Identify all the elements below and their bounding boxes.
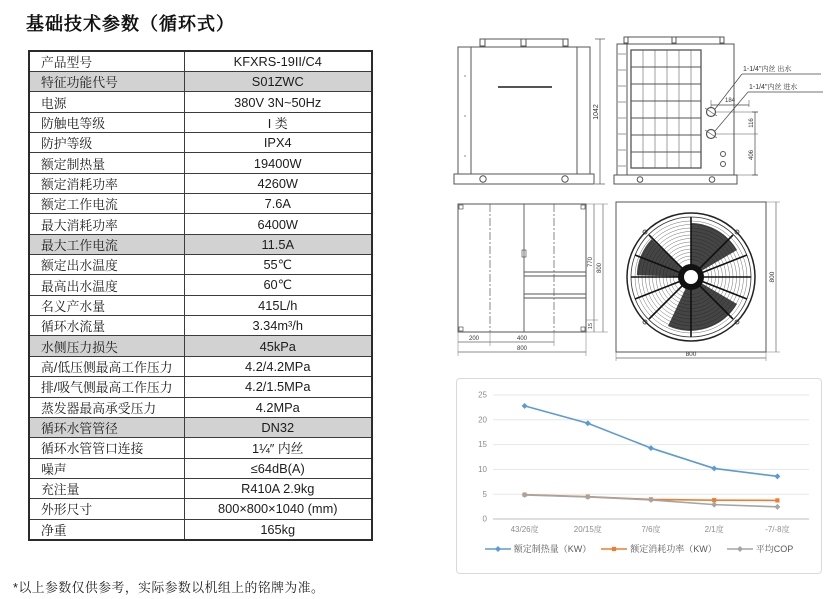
dim-label-800-height: 800	[597, 262, 603, 274]
spec-value-cell: S01ZWC	[184, 72, 372, 92]
spec-table-body	[29, 51, 372, 540]
table-row	[29, 275, 372, 295]
table-row	[29, 356, 372, 376]
table-row	[29, 255, 372, 275]
drawing-fan-view	[608, 198, 813, 364]
table-row	[29, 397, 372, 417]
legend-marker-icon	[727, 545, 753, 553]
table-row	[29, 377, 372, 397]
spec-label-cell: 水侧压力损失	[29, 336, 184, 356]
spec-label-cell: 额定制热量	[29, 153, 184, 173]
table-row	[29, 478, 372, 498]
spec-value-cell: 1¼″ 内丝	[184, 438, 372, 458]
inlet-pipe-label: 1-1/4"内丝 进水	[749, 84, 798, 91]
chart-legend	[457, 542, 821, 555]
spec-label-cell: 蒸发器最高承受压力	[29, 397, 184, 417]
spec-label-cell: 产品型号	[29, 51, 184, 72]
dim-label-800-width: 800	[516, 346, 528, 352]
legend-item	[485, 542, 592, 555]
table-row	[29, 499, 372, 519]
dim-label-116: 116	[749, 118, 755, 128]
spec-value-cell: 55℃	[184, 255, 372, 275]
spec-table	[28, 50, 373, 541]
drawing-top-view	[450, 198, 608, 364]
spec-label-cell: 额定出水温度	[29, 255, 184, 275]
y-axis-tick-label: 20	[478, 415, 487, 425]
spec-label-cell: 额定消耗功率	[29, 173, 184, 193]
outlet-pipe-label: 1-1/4"内丝 出水	[743, 66, 792, 73]
side-view-outline	[614, 37, 737, 184]
spec-value-cell: 4.2/1.5MPa	[184, 377, 372, 397]
spec-label-cell: 高/低压侧最高工作压力	[29, 356, 184, 376]
table-row	[29, 438, 372, 458]
fan-grille	[625, 213, 755, 341]
spec-value-cell: 11.5A	[184, 234, 372, 254]
drawing-front-view	[450, 26, 608, 196]
performance-chart	[456, 378, 822, 574]
table-row	[29, 214, 372, 234]
spec-value-cell: IPX4	[184, 133, 372, 153]
spec-value-cell: 7.6A	[184, 194, 372, 214]
chart-marker	[711, 465, 717, 471]
spec-label-cell: 净重	[29, 519, 184, 540]
dim-label-fan-800-height: 800	[769, 271, 776, 283]
spec-value-cell: 4260W	[184, 173, 372, 193]
x-axis-tick-label: -7/-8度	[765, 525, 790, 534]
y-axis-tick-label: 15	[478, 440, 487, 450]
table-row	[29, 295, 372, 315]
spec-value-cell: 800×800×1040 (mm)	[184, 499, 372, 519]
chart-marker	[711, 502, 717, 508]
spec-label-cell: 排/吸气侧最高工作压力	[29, 377, 184, 397]
table-row	[29, 92, 372, 112]
dim-label-200: 200	[468, 336, 480, 342]
table-row	[29, 417, 372, 437]
legend-label: 额定消耗功率（KW）	[630, 544, 717, 554]
spec-label-cell: 循环水流量	[29, 316, 184, 336]
table-row	[29, 519, 372, 540]
table-row	[29, 336, 372, 356]
spec-label-cell: 防触电等级	[29, 112, 184, 132]
x-axis-tick-label: 20/15度	[573, 525, 602, 534]
y-axis-tick-label: 25	[478, 390, 487, 400]
chart-marker	[712, 498, 716, 502]
spec-value-cell: KFXRS-19II/C4	[184, 51, 372, 72]
spec-value-cell: 19400W	[184, 153, 372, 173]
spec-value-cell: R410A 2.9kg	[184, 478, 372, 498]
page-title: 基础技术参数（循环式）	[26, 14, 235, 34]
spec-label-cell: 循环水管管口连接	[29, 438, 184, 458]
spec-label-cell: 循环水管管径	[29, 417, 184, 437]
spec-label-cell: 防护等级	[29, 133, 184, 153]
x-axis-tick-label: 43/26度	[510, 525, 539, 534]
table-row	[29, 194, 372, 214]
spec-label-cell: 名义产水量	[29, 295, 184, 315]
y-axis-tick-label: 0	[482, 514, 487, 524]
top-view-outline	[458, 204, 586, 332]
spec-value-cell: ≤64dB(A)	[184, 458, 372, 478]
spec-value-cell: 4.2/4.2MPa	[184, 356, 372, 376]
spec-value-cell: 165kg	[184, 519, 372, 540]
table-row	[29, 316, 372, 336]
chart-marker	[522, 403, 528, 409]
dim-label-1042: 1042	[593, 104, 600, 120]
dim-label-400: 400	[516, 336, 528, 342]
spec-label-cell: 特征功能代号	[29, 72, 184, 92]
legend-label: 额定制热量（KW）	[513, 544, 592, 554]
spec-label-cell: 噪声	[29, 458, 184, 478]
spec-value-cell: 45kPa	[184, 336, 372, 356]
drawing-side-view	[612, 26, 825, 196]
chart-plot-area	[457, 383, 821, 535]
chart-marker	[775, 498, 779, 502]
spec-value-cell: I 类	[184, 112, 372, 132]
spec-label-cell: 额定工作电流	[29, 194, 184, 214]
table-row	[29, 234, 372, 254]
chart-marker	[774, 473, 780, 479]
legend-label: 平均COP	[755, 544, 794, 554]
spec-value-cell: 60℃	[184, 275, 372, 295]
table-row	[29, 133, 372, 153]
spec-value-cell: DN32	[184, 417, 372, 437]
legend-marker-icon	[485, 545, 511, 553]
spec-label-cell: 充注量	[29, 478, 184, 498]
dim-label-15: 15	[588, 322, 594, 330]
y-axis-tick-label: 5	[482, 489, 487, 499]
spec-label-cell: 最大工作电流	[29, 234, 184, 254]
y-axis-tick-label: 10	[478, 465, 487, 474]
spec-value-cell: 6400W	[184, 214, 372, 234]
legend-item	[727, 542, 794, 555]
chart-marker	[648, 445, 654, 451]
spec-value-cell: 415L/h	[184, 295, 372, 315]
table-row	[29, 173, 372, 193]
footnote: *以上参数仅供参考，实际参数以机组上的铭牌为准。	[13, 580, 325, 595]
x-axis-tick-label: 2/1度	[704, 525, 724, 534]
spec-label-cell: 外形尺寸	[29, 499, 184, 519]
dim-label-406: 406	[749, 149, 755, 161]
spec-label-cell: 最大消耗功率	[29, 214, 184, 234]
spec-value-cell: 3.34m³/h	[184, 316, 372, 336]
spec-label-cell: 电源	[29, 92, 184, 112]
dim-label-184: 184	[724, 98, 736, 104]
table-row	[29, 112, 372, 132]
spec-label-cell: 最高出水温度	[29, 275, 184, 295]
table-row	[29, 458, 372, 478]
table-row	[29, 72, 372, 92]
table-row	[29, 153, 372, 173]
chart-marker	[585, 420, 591, 426]
spec-value-cell: 4.2MPa	[184, 397, 372, 417]
x-axis-tick-label: 7/6度	[641, 525, 661, 534]
legend-item	[601, 542, 717, 555]
table-row	[29, 51, 372, 72]
chart-series-line-0	[525, 406, 778, 476]
dim-label-fan-800-width: 800	[685, 351, 697, 358]
dim-label-770: 770	[588, 256, 594, 268]
legend-marker-icon	[601, 545, 627, 553]
chart-marker	[774, 504, 780, 510]
front-view-outline	[454, 39, 594, 184]
spec-value-cell: 380V 3N~50Hz	[184, 92, 372, 112]
